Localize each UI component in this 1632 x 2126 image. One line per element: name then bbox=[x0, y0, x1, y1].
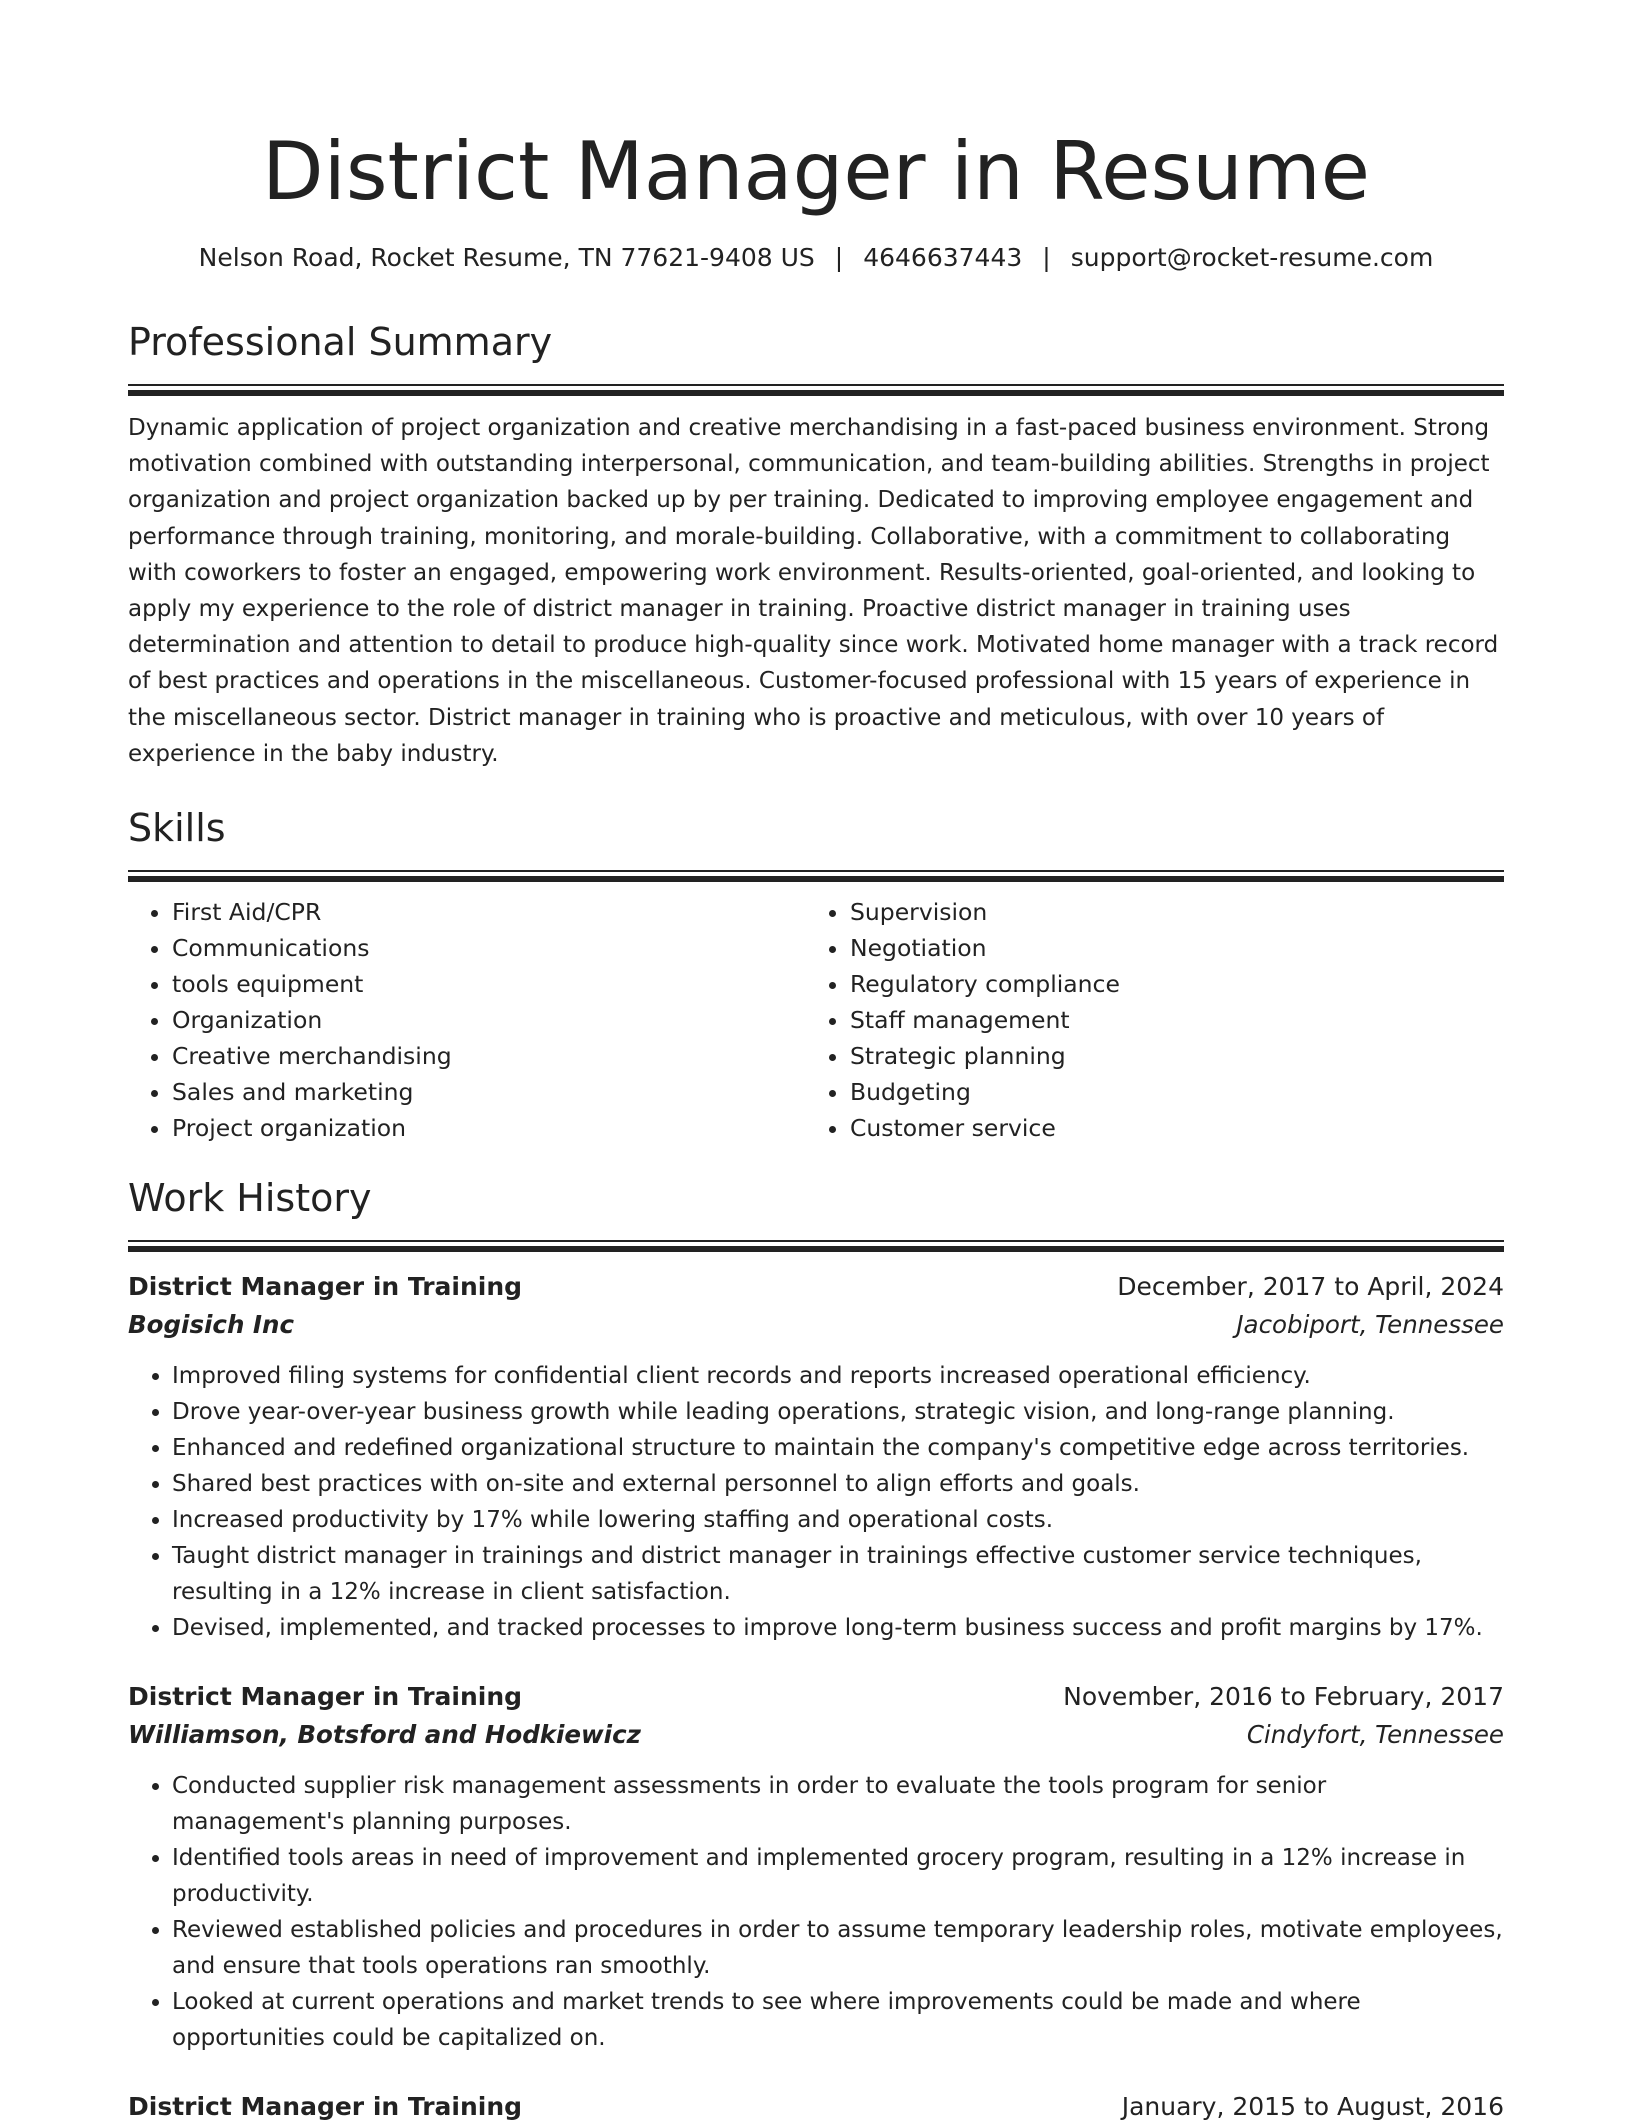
skills-columns bbox=[128, 894, 1504, 1146]
skills-left-list bbox=[128, 894, 806, 1146]
job-bullet: • Shared best practices with on-site and external personnel to align efforts and goals. bbox=[172, 1466, 1504, 1502]
skill-item: • Project organization bbox=[172, 1110, 806, 1146]
contact-separator: | bbox=[834, 243, 844, 272]
job-header bbox=[128, 1678, 1504, 1716]
skill-item: • Budgeting bbox=[850, 1074, 1484, 1110]
job-subheader bbox=[128, 1716, 1504, 1754]
section-divider bbox=[128, 384, 1504, 396]
skill-item: • Regulatory compliance bbox=[850, 966, 1484, 1002]
job-bullet: • Taught district manager in trainings and district manager in trainings effective customer service techniques, resulting in a 12% increase in client satisfaction. bbox=[172, 1538, 1504, 1610]
job-header bbox=[128, 2088, 1504, 2126]
skill-item: • Organization bbox=[172, 1002, 806, 1038]
work-history-heading: Work History bbox=[128, 1176, 372, 1221]
summary-text: Dynamic application of project organization and creative merchandising in a fast-paced business environment. Strong motivation combined with outstanding interpersonal, communication, and team-building abilities. Strengths in project organization and project organization backed up by per training. Dedicated to improving employee engagement and performance through training, monitoring, and morale-building. Collaborative, with a commitment to collaborating with coworkers to foster an engaged, empowering work environment. Results-oriented, goal-oriented, and looking to apply my experience to the role of district manager in training. Proactive district manager in training uses determination and attention to detail to produce high-quality since work. Motivated home manager with a track record of best practices and operations in the miscellaneous. Customer-focused professional with 15 years of experience in the miscellaneous sector. District manager in training who is proactive and meticulous, with over 10 years of experience in the baby industry. bbox=[128, 415, 1499, 767]
job-location: Cindyfort, Tennessee bbox=[1246, 1720, 1504, 1750]
job-bullets bbox=[128, 1768, 1504, 2056]
skill-item: • Strategic planning bbox=[850, 1038, 1484, 1074]
contact-address: Nelson Road, Rocket Resume, TN 77621-9408 US bbox=[198, 243, 815, 272]
job-entry bbox=[128, 1268, 1504, 1646]
contact-phone: 4646637443 bbox=[863, 243, 1023, 272]
job-entry bbox=[128, 1678, 1504, 2056]
candidate-name: District Manager in Resume bbox=[262, 125, 1370, 218]
job-bullets bbox=[128, 1358, 1504, 1646]
job-title: District Manager in Training bbox=[128, 1272, 523, 1302]
skill-item: • Supervision bbox=[850, 894, 1484, 930]
skill-item: • Customer service bbox=[850, 1110, 1484, 1146]
section-divider bbox=[128, 870, 1504, 882]
job-bullet: • Conducted supplier risk management assessments in order to evaluate the tools program for senior management's planning purposes. bbox=[172, 1768, 1504, 1840]
job-bullet: • Enhanced and redefined organizational structure to maintain the company's competitive edge across territories. bbox=[172, 1430, 1504, 1466]
job-subheader bbox=[128, 1306, 1504, 1344]
skill-item: • Staff management bbox=[850, 1002, 1484, 1038]
job-location: Jacobiport, Tennessee bbox=[1236, 1310, 1504, 1340]
resume-page bbox=[128, 0, 1504, 2126]
summary-section bbox=[128, 316, 1504, 772]
skills-section bbox=[128, 802, 1504, 1146]
work-history-section bbox=[128, 1172, 1504, 2126]
skill-item: • tools equipment bbox=[172, 966, 806, 1002]
job-title: District Manager in Training bbox=[128, 2092, 523, 2122]
skill-item: • Creative merchandising bbox=[172, 1038, 806, 1074]
skill-item: • Communications bbox=[172, 930, 806, 966]
skill-item: • First Aid/CPR bbox=[172, 894, 806, 930]
job-bullet: • Reviewed established policies and procedures in order to assume temporary leadership roles, motivate employees, and ensure that tools operations ran smoothly. bbox=[172, 1912, 1504, 1984]
job-title: District Manager in Training bbox=[128, 1682, 523, 1712]
job-bullet: • Increased productivity by 17% while lowering staffing and operational costs. bbox=[172, 1502, 1504, 1538]
skills-right-list bbox=[806, 894, 1484, 1146]
job-header bbox=[128, 1268, 1504, 1306]
job-bullet: • Identified tools areas in need of improvement and implemented grocery program, resulting in a 12% increase in productivity. bbox=[172, 1840, 1504, 1912]
job-dates: November, 2016 to February, 2017 bbox=[1063, 1682, 1504, 1712]
section-divider bbox=[128, 1240, 1504, 1252]
contact-separator: | bbox=[1042, 243, 1051, 272]
skill-item: • Sales and marketing bbox=[172, 1074, 806, 1110]
skill-item: • Negotiation bbox=[850, 930, 1484, 966]
job-bullet: • Improved filing systems for confidential client records and reports increased operational efficiency. bbox=[172, 1358, 1504, 1394]
job-bullet: • Drove year-over-year business growth while leading operations, strategic vision, and long-range planning. bbox=[172, 1394, 1504, 1430]
job-dates: January, 2015 to August, 2016 bbox=[1121, 2092, 1504, 2122]
job-entry bbox=[128, 2088, 1504, 2126]
job-bullet: • Looked at current operations and market trends to see where improvements could be made and where opportunities could be capitalized on. bbox=[172, 1984, 1504, 2056]
contact-line bbox=[128, 240, 1504, 276]
job-company: Bogisich Inc bbox=[128, 1310, 294, 1340]
job-dates: December, 2017 to April, 2024 bbox=[1117, 1272, 1504, 1302]
job-bullet: • Devised, implemented, and tracked processes to improve long-term business success and profit margins by 17%. bbox=[172, 1610, 1504, 1646]
skills-heading: Skills bbox=[128, 806, 226, 851]
contact-email: support@rocket-resume.com bbox=[1070, 243, 1434, 272]
summary-heading: Professional Summary bbox=[128, 320, 553, 364]
job-company: Williamson, Botsford and Hodkiewicz bbox=[128, 1720, 641, 1750]
